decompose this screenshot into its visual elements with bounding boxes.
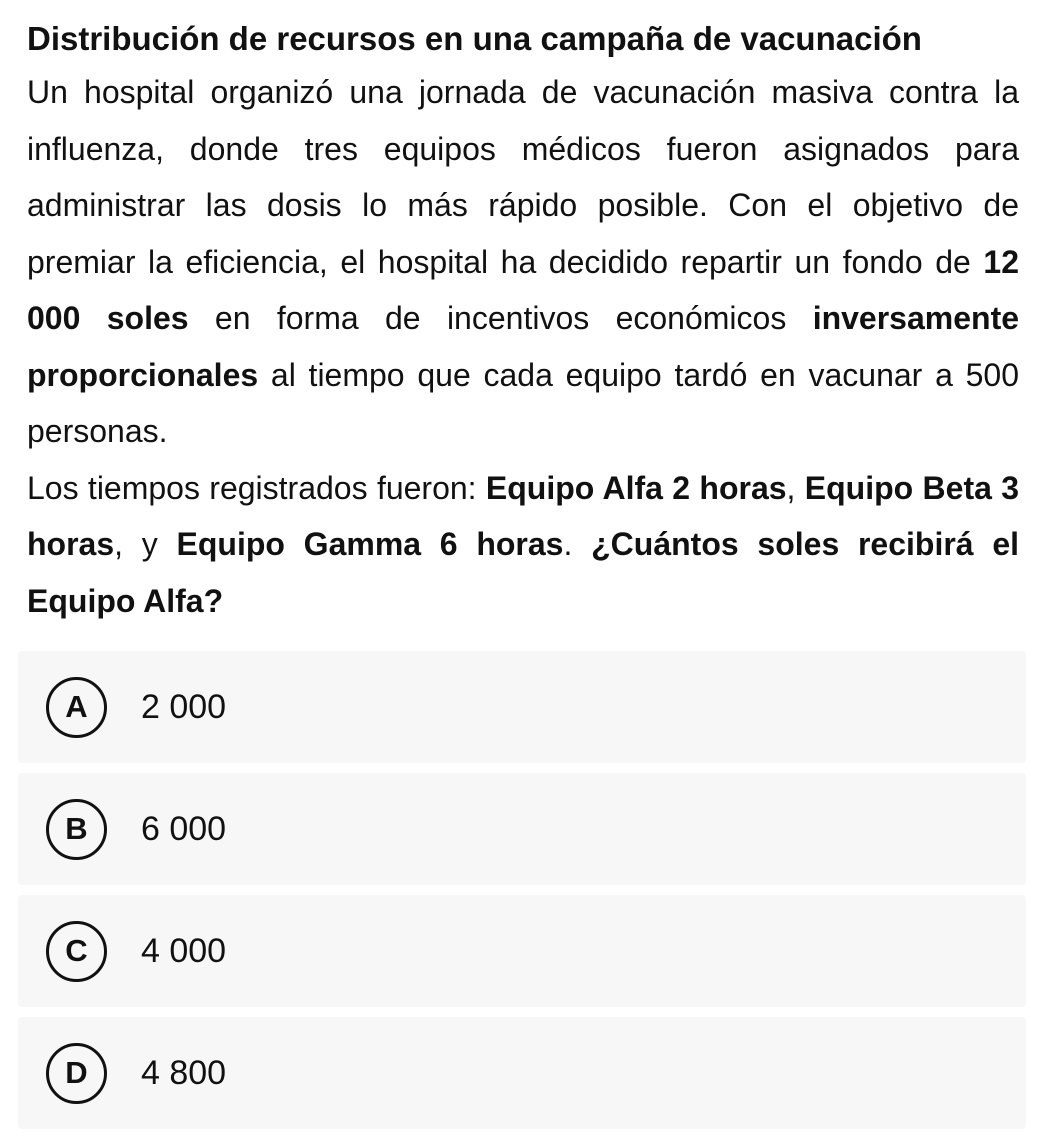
data-text: Los tiempos registrados fueron:	[27, 469, 486, 506]
option-d[interactable]	[18, 1017, 1026, 1129]
option-text-c: 4 000	[141, 931, 227, 970]
option-text-a: 2 000	[141, 687, 227, 726]
option-c[interactable]	[18, 895, 1026, 1007]
problem-data	[27, 460, 1019, 630]
option-letter-b: B	[46, 799, 107, 860]
option-text-b: 6 000	[141, 809, 227, 848]
statement-text: Un hospital organizó una jornada de vacunación masiva contra la influenza, donde tres equipos médicos fueron asignados para administrar las dosis lo más rápido posible. Con el objetivo de premiar la eficiencia, el hospital ha decidido repartir un fondo de	[27, 74, 1019, 280]
question-title: Distribución de recursos en una campaña de vacunación	[27, 20, 922, 57]
option-letter-a: A	[46, 677, 107, 738]
option-text-d: 4 800	[141, 1053, 227, 1092]
question-block	[27, 14, 1019, 629]
answer-options	[18, 651, 1026, 1139]
option-letter-d: D	[46, 1043, 107, 1104]
team-alfa-time: Equipo Alfa 2 horas	[485, 469, 787, 506]
data-text: ,	[786, 469, 805, 506]
fund-amount: 12 000 soles	[27, 243, 1019, 336]
data-text: , y	[114, 526, 177, 562]
data-text: .	[563, 526, 592, 562]
option-letter-c: C	[46, 921, 107, 982]
proportion-type: inversamente proporcionales	[27, 300, 1020, 393]
team-gamma-time: Equipo Gamma 6 horas	[176, 526, 564, 562]
problem-statement	[27, 64, 1019, 460]
question-prompt: ¿Cuántos soles recibirá el Equipo Alfa?	[27, 526, 1020, 619]
team-beta-time: Equipo Beta 3 horas	[27, 469, 1020, 562]
option-b[interactable]	[18, 773, 1026, 885]
statement-text: en forma de incentivos económicos	[188, 300, 813, 336]
option-a[interactable]	[18, 651, 1026, 763]
statement-text: al tiempo que cada equipo tardó en vacunar a 500 personas.	[27, 356, 1019, 449]
